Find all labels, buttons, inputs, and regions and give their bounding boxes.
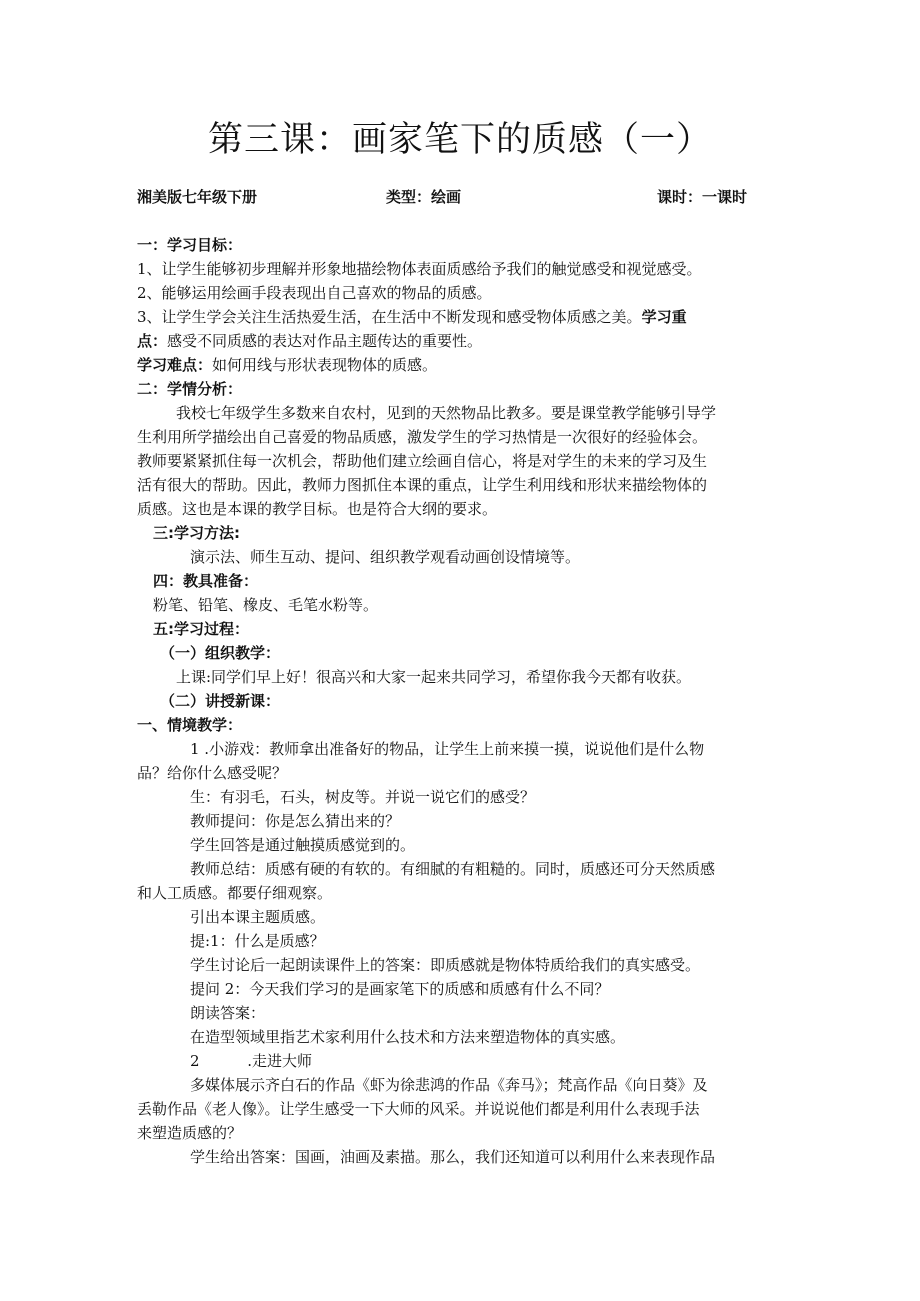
organize-text: 上课:同学们早上好！很高兴和大家一起来共同学习，希望你我今天都有收获。 [176, 668, 692, 686]
difficulty-text: 如何用线与形状表现物体的质感。 [212, 356, 438, 374]
section-heading-tools: 四：教具准备： [153, 572, 259, 590]
activity-line: 生：有羽毛，石头，树皮等。并说一说它们的感受？ [190, 788, 536, 806]
analysis-paragraph-line: 我校七年级学生多数来自农村，见到的天然物品比教多。要是课堂教学能够引导学 [176, 404, 717, 422]
activity-line: 品？给你什么感受呢？ [137, 764, 288, 782]
activity-line: 引出本课主题质感。 [190, 908, 326, 926]
key-point-label-start: 学习重 [641, 308, 687, 326]
goal-line-2: 2、能够运用绘画手段表现出自己喜欢的物品的质感。 [137, 284, 492, 302]
edition-label: 湘美版七年级下册 [137, 188, 258, 206]
difficulty-line [137, 355, 437, 375]
activity-line: 丢勒作品《老人像》。让学生感受一下大师的风采。并说说他们都是利用什么表现手法 [137, 1100, 700, 1118]
activity-line: 提:1：什么是质感？ [190, 932, 325, 950]
activity-line: 提问 2：今天我们学习的是画家笔下的质感和质感有什么不同？ [190, 980, 610, 998]
page-title: 第三课：画家笔下的质感（一） [207, 120, 712, 160]
section-heading-analysis: 二：学情分析： [137, 380, 243, 398]
activity-line: 多媒体展示齐白石的作品《虾为徐悲鸿的作品《奔马》；梵高作品《向日葵》及 [190, 1076, 708, 1094]
lesson-hours-label: 课时：一课时 [657, 188, 748, 206]
lesson-type-label: 类型：绘画 [386, 188, 462, 206]
activity-line: 教师提问：你是怎么猜出来的？ [190, 812, 401, 830]
activity-line: 学生给出答案：国画，油画及素描。那么，我们还知道可以利用什么来表现作品 [190, 1148, 716, 1166]
activity-line: 2 .走进大师 [190, 1052, 312, 1070]
subheading-organize: （一）组织教学： [160, 644, 281, 662]
section-heading-goals: 一：学习目标： [137, 236, 243, 254]
difficulty-label: 学习难点： [137, 356, 213, 374]
key-point-line [137, 331, 482, 351]
activity-line: 1 .小游戏：教师拿出准备好的物品，让学生上前来摸一摸，说说他们是什么物 [190, 740, 705, 758]
activity-line: 教师总结：质感有硬的有软的。有细腻的有粗糙的。同时，质感还可分天然质感 [190, 860, 716, 878]
methods-text: 演示法、师生互动、提问、组织教学观看动画创设情境等。 [190, 548, 581, 566]
key-point-label-end: 点： [137, 332, 168, 350]
activity-line: 在造型领域里指艺术家利用什么技术和方法来塑造物体的真实感。 [190, 1028, 626, 1046]
section-heading-methods: 三:学习方法: [153, 524, 240, 542]
key-point-text: 感受不同质感的表达对作品主题传达的重要性。 [167, 332, 483, 350]
activity-line: 和人工质感。都要仔细观察。 [137, 884, 333, 902]
activity-line: 学生讨论后一起朗读课件上的答案：即质感就是物体特质给我们的真实感受。 [190, 956, 701, 974]
subheading-new-lesson: （二）讲授新课： [160, 692, 281, 710]
activity-line: 朗读答案： [190, 1004, 266, 1022]
analysis-paragraph-line: 活有很大的帮助。因此，教师力图抓住本课的重点，让学生利用线和形状来描绘物体的 [137, 476, 708, 494]
section-heading-process: 五:学习过程： [153, 620, 249, 638]
analysis-paragraph-line: 教师要紧紧抓住每一次机会，帮助他们建立绘画自信心，将是对学生的未来的学习及生 [137, 452, 708, 470]
subheading-situation: 一、情境教学： [137, 716, 243, 734]
activity-line: 来塑造质感的？ [137, 1124, 243, 1142]
tools-text: 粉笔、铅笔、橡皮、毛笔水粉等。 [153, 596, 379, 614]
goal-line-1: 1、让学生能够初步理解并形象地描绘物体表面质感给予我们的触觉感受和视觉感受。 [137, 260, 702, 278]
analysis-paragraph-line: 生利用所学描绘出自己喜爱的物品质感，激发学生的学习热情是一次很好的经验体会。 [137, 428, 708, 446]
goal-line-3-text: 3、让学生学会关注生活热爱生活，在生活中不断发现和感受物体质感之美。 [137, 308, 642, 326]
analysis-paragraph-line: 质感。这也是本课的教学目标。也是符合大纲的要求。 [137, 500, 498, 518]
goal-line-3 [137, 307, 687, 327]
activity-line: 学生回答是通过触摸质感觉到的。 [190, 836, 416, 854]
